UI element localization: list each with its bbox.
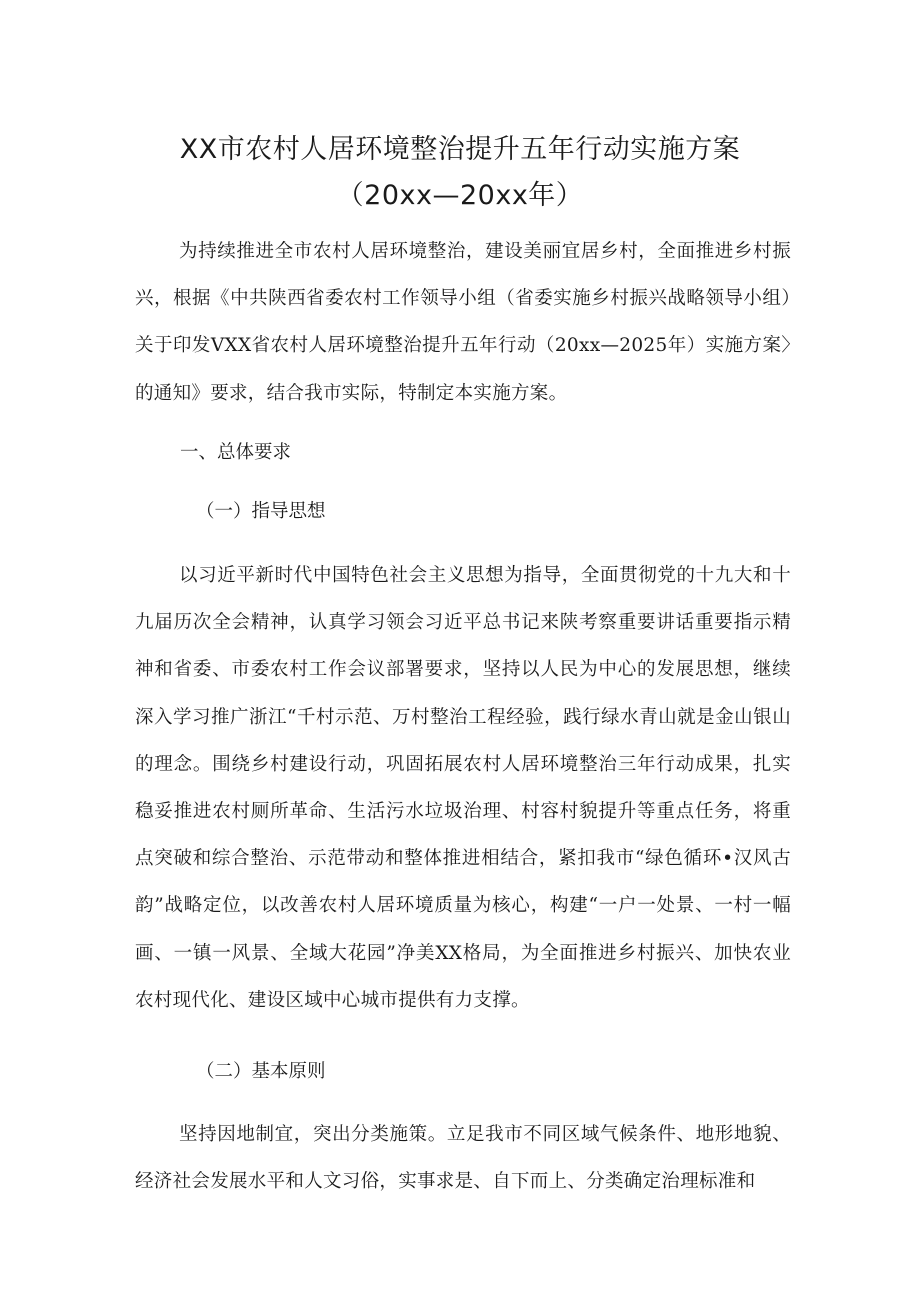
document-subtitle: （20xx—20xx年）: [336, 180, 584, 211]
intro-paragraph: 为持续推进全市农村人居环境整治，建设美丽宜居乡村，全面推进乡村振兴，根据《中共陕西省委农村工作领导小组（省委实施乡村振兴战略领导小组）关于印发VXX省农村人居环境整治提升五年行动（20xx—2025年）实施方案〉的通知》要求，结合我市实际，特制定本实施方案。: [135, 241, 791, 404]
guiding-ideology-paragraph: 以习近平新时代中国特色社会主义思想为指导，全面贯彻党的十九大和十九届历次全会精神，认真学习领会习近平总书记来陕考察重要讲话重要指示精神和省委、市委农村工作会议部署要求，坚持以人民为中心的发展思想，继续深入学习推广浙江“千村示范、万村整治工程经验，践行绿水青山就是金山银山的理念。围绕乡村建设行动，巩固拓展农村人居环境整治三年行动成果，扎实稳妥推进农村厕所革命、生活污水垃圾治理、村容村貌提升等重点任务，将重点突破和综合整治、示范带动和整体推进相结合，紧扣我市“绿色循环•汉风古韵”战略定位，以改善农村人居环境质量为核心，构建“一户一处景、一村一幅画、一镇一风景、全域大花园”净美XX格局，为全面推进乡村振兴、加快农业农村现代化、建设区域中心城市提供有力支撑。: [135, 565, 791, 1011]
document-title: XX市农村人居环境整治提升五年行动实施方案: [179, 134, 741, 165]
section-heading-overall-requirements: 一、总体要求: [180, 442, 292, 463]
subsection-heading-guiding-ideology: （一）指导思想: [196, 501, 326, 522]
subsection-heading-basic-principles: （二）基本原则: [196, 1061, 326, 1082]
basic-principles-paragraph: 坚持因地制宜，突出分类施策。立足我市不同区域气候条件、地形地貌、经济社会发展水平和人文习俗，实事求是、自下而上、分类确定治理标准和: [135, 1124, 791, 1193]
